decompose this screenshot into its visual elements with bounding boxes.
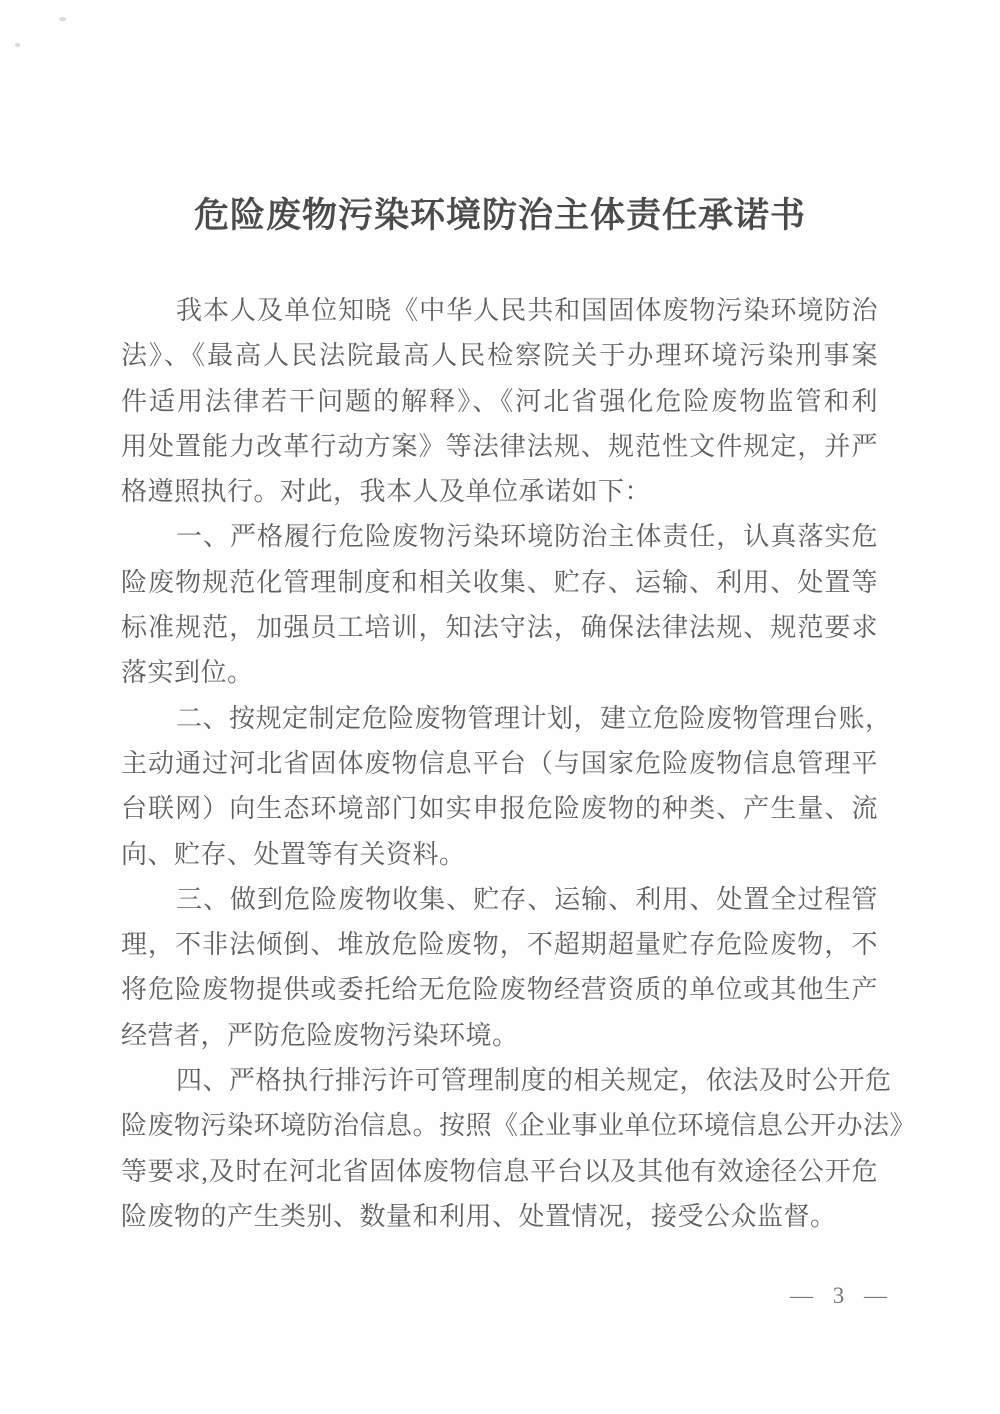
document-title: 危险废物污染环境防治主体责任承诺书 [193, 196, 806, 235]
document-line: 将危险废物提供或委托给无危险废物经营资质的单位或其他生产 [121, 975, 878, 1005]
scan-artifact-speck [15, 43, 20, 47]
document-line: 台联网）向生态环境部门如实申报危险废物的种类、产生量、流 [121, 794, 878, 824]
document-line: 件适用法律若干问题的解释》、《河北省强化危险废物监管和利 [121, 386, 878, 416]
document-line: 险废物规范化管理制度和相关收集、贮存、运输、利用、处置等 [121, 567, 878, 597]
document-line: 四、严格执行排污许可管理制度的相关规定，依法及时公开危 [176, 1066, 892, 1096]
document-body [121, 288, 917, 1239]
document-line: 险废物污染环境防治信息。按照《企业事业单位环境信息公开办法》 [121, 1111, 917, 1141]
document-line: 格遵照执行。对此，我本人及单位承诺如下： [121, 477, 652, 507]
document-line: 理，不非法倾倒、堆放危险废物，不超期超量贮存危险废物，不 [121, 930, 878, 960]
document-line: 经营者，严防危险废物污染环境。 [121, 1020, 519, 1050]
document-line: 标准规范，加强员工培训，知法守法，确保法律法规、规范要求 [121, 613, 878, 643]
document-line: 险废物的产生类别、数量和利用、处置情况，接受公众监督。 [121, 1201, 837, 1231]
document-line: 主动通过河北省固体废物信息平台（与国家危险废物信息管理平 [121, 748, 878, 778]
page-number: — 3 — [790, 1283, 894, 1308]
document-line: 三、做到危险废物收集、贮存、运输、利用、处置全过程管 [176, 884, 878, 914]
document-line: 用处置能力改革行动方案》等法律法规、规范性文件规定，并严 [121, 431, 878, 461]
document-line: 落实到位。 [121, 658, 254, 688]
document-line: 二、按规定制定危险废物管理计划，建立危险废物管理台账， [176, 703, 892, 733]
document-line: 一、严格履行危险废物污染环境防治主体责任，认真落实危 [176, 522, 878, 552]
scan-artifact-speck [59, 17, 66, 21]
document-line: 向、贮存、处置等有关资料。 [121, 839, 466, 869]
document-line: 等要求,及时在河北省固体废物信息平台以及其他有效途径公开危 [121, 1156, 878, 1186]
document-line: 法》、《最高人民法院最高人民检察院关于办理环境污染刑事案 [121, 341, 878, 371]
document-line: 我本人及单位知晓《中华人民共和国固体废物污染环境防治 [176, 296, 878, 325]
